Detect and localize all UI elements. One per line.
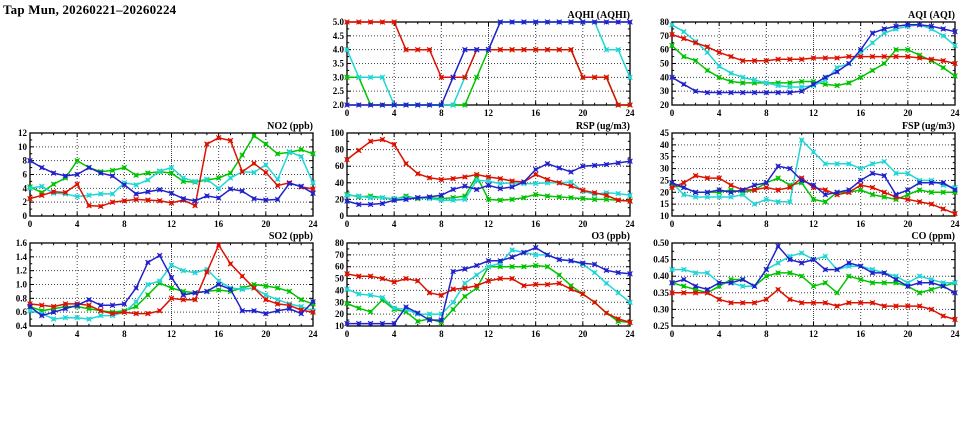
svg-text:24: 24 — [950, 108, 960, 118]
svg-text:16: 16 — [856, 329, 866, 339]
svg-text:6: 6 — [22, 169, 27, 180]
svg-text:30: 30 — [660, 163, 669, 174]
chart-title: FSP (ug/m3) — [901, 121, 955, 132]
svg-text:100: 100 — [330, 128, 344, 138]
chart-title: NO2 (ppb) — [267, 121, 313, 132]
svg-text:2.0: 2.0 — [332, 100, 344, 110]
series-cyan-markers — [670, 138, 958, 207]
svg-text:24: 24 — [308, 329, 318, 339]
svg-text:0: 0 — [27, 219, 33, 229]
svg-text:4: 4 — [22, 183, 27, 194]
axis-labels — [16, 238, 318, 339]
svg-text:4.5: 4.5 — [332, 30, 344, 41]
svg-text:0.45: 0.45 — [653, 254, 669, 265]
svg-text:80: 80 — [335, 144, 344, 155]
svg-text:20: 20 — [903, 329, 913, 339]
page-title: Tap Mun, 20260221–20260224 — [3, 2, 177, 17]
svg-text:8: 8 — [439, 219, 444, 229]
svg-text:0: 0 — [27, 329, 33, 339]
svg-text:0.25: 0.25 — [653, 321, 669, 331]
svg-text:20: 20 — [660, 100, 669, 110]
svg-text:16: 16 — [214, 219, 224, 229]
svg-text:24: 24 — [625, 329, 635, 339]
gridlines — [347, 243, 630, 326]
svg-text:8: 8 — [764, 219, 769, 229]
svg-text:0: 0 — [344, 108, 350, 118]
chart-rsp — [317, 119, 642, 232]
svg-text:1.6: 1.6 — [15, 238, 27, 248]
chart-title: RSP (ug/m3) — [575, 121, 630, 132]
chart-so2 — [0, 229, 325, 342]
chart-no2 — [0, 119, 325, 232]
svg-text:60: 60 — [335, 261, 344, 272]
svg-text:40: 40 — [335, 285, 344, 296]
svg-text:0.4: 0.4 — [15, 321, 27, 331]
svg-text:4: 4 — [391, 108, 397, 118]
svg-text:8: 8 — [439, 108, 444, 118]
svg-text:15: 15 — [660, 199, 669, 210]
svg-text:8: 8 — [22, 155, 27, 166]
chart-aqi — [642, 8, 967, 121]
svg-text:0.8: 0.8 — [15, 293, 27, 304]
svg-text:12: 12 — [484, 219, 493, 229]
svg-text:60: 60 — [335, 161, 344, 172]
svg-text:20: 20 — [903, 108, 913, 118]
chart-title: AQI (AQI) — [908, 10, 955, 21]
gridlines — [30, 243, 313, 326]
svg-text:0.50: 0.50 — [653, 238, 669, 248]
svg-text:16: 16 — [531, 219, 541, 229]
svg-text:24: 24 — [625, 108, 635, 118]
axis-labels — [653, 238, 960, 339]
svg-text:12: 12 — [484, 108, 493, 118]
chart-title: SO2 (ppb) — [268, 231, 313, 242]
chart-title: AQHI (AQHI) — [567, 10, 630, 21]
svg-text:8: 8 — [439, 329, 444, 339]
svg-text:0: 0 — [669, 329, 675, 339]
chart-co — [642, 229, 967, 342]
svg-text:40: 40 — [660, 72, 669, 83]
svg-text:40: 40 — [660, 139, 669, 150]
svg-text:0: 0 — [22, 211, 27, 221]
svg-text:20: 20 — [903, 219, 913, 229]
svg-text:50: 50 — [335, 273, 344, 284]
svg-text:0: 0 — [339, 211, 344, 221]
chart-fsp — [642, 119, 967, 232]
o3-ppb--plot — [317, 229, 642, 342]
svg-text:4: 4 — [716, 108, 722, 118]
svg-text:10: 10 — [18, 141, 27, 152]
svg-text:1.0: 1.0 — [15, 279, 27, 290]
svg-text:80: 80 — [660, 17, 669, 27]
svg-text:40: 40 — [335, 177, 344, 188]
chart-title: CO (ppm) — [911, 231, 955, 242]
svg-text:8: 8 — [764, 329, 769, 339]
svg-text:4: 4 — [74, 329, 80, 339]
svg-text:4: 4 — [391, 329, 397, 339]
svg-text:20: 20 — [261, 329, 271, 339]
aqhi-aqhi--plot — [317, 8, 642, 121]
svg-text:16: 16 — [856, 108, 866, 118]
no2-ppb--plot — [0, 119, 325, 232]
co-ppm--plot — [642, 229, 967, 342]
svg-text:20: 20 — [578, 108, 588, 118]
gridlines — [347, 133, 630, 216]
series-red — [345, 271, 633, 324]
rsp-ug-m3--plot — [317, 119, 642, 232]
svg-text:1.4: 1.4 — [15, 251, 27, 262]
svg-text:2: 2 — [22, 197, 27, 208]
svg-text:0.30: 0.30 — [653, 304, 669, 315]
svg-text:0: 0 — [669, 219, 675, 229]
svg-text:10: 10 — [660, 211, 669, 221]
aqi-aqi--plot — [642, 8, 967, 121]
svg-text:4: 4 — [716, 329, 722, 339]
svg-text:70: 70 — [335, 249, 344, 260]
svg-text:16: 16 — [531, 108, 541, 118]
axis-labels — [331, 128, 636, 229]
svg-text:24: 24 — [308, 219, 318, 229]
svg-text:45: 45 — [660, 128, 669, 138]
gridlines — [672, 133, 955, 216]
series-cyan — [670, 138, 958, 207]
svg-text:16: 16 — [856, 219, 866, 229]
chart-title: O3 (ppb) — [591, 231, 630, 242]
svg-text:3.0: 3.0 — [332, 72, 344, 83]
svg-text:25: 25 — [660, 175, 669, 186]
svg-text:2.5: 2.5 — [332, 86, 344, 97]
svg-text:0.35: 0.35 — [653, 287, 669, 298]
svg-text:10: 10 — [335, 321, 344, 331]
svg-text:12: 12 — [809, 219, 818, 229]
chart-o3 — [317, 229, 642, 342]
svg-text:35: 35 — [660, 151, 669, 162]
svg-text:24: 24 — [950, 329, 960, 339]
svg-text:30: 30 — [335, 297, 344, 308]
svg-text:20: 20 — [578, 329, 588, 339]
svg-text:12: 12 — [809, 329, 818, 339]
svg-text:0: 0 — [344, 329, 350, 339]
svg-text:5.0: 5.0 — [332, 17, 344, 27]
svg-text:16: 16 — [214, 329, 224, 339]
svg-text:20: 20 — [335, 309, 344, 320]
svg-text:8: 8 — [764, 108, 769, 118]
chart-aqhi — [317, 8, 642, 121]
svg-text:4.0: 4.0 — [332, 44, 344, 55]
svg-text:12: 12 — [484, 329, 493, 339]
fsp-ug-m3--plot — [642, 119, 967, 232]
svg-text:20: 20 — [660, 187, 669, 198]
svg-text:20: 20 — [578, 219, 588, 229]
svg-text:4: 4 — [391, 219, 397, 229]
svg-text:12: 12 — [167, 329, 176, 339]
svg-text:4: 4 — [716, 219, 722, 229]
svg-text:3.5: 3.5 — [332, 58, 344, 69]
svg-text:12: 12 — [167, 219, 176, 229]
svg-text:12: 12 — [809, 108, 818, 118]
svg-text:8: 8 — [122, 219, 127, 229]
svg-text:80: 80 — [335, 238, 344, 248]
svg-text:20: 20 — [261, 219, 271, 229]
svg-text:0.6: 0.6 — [15, 307, 27, 318]
svg-text:0: 0 — [344, 219, 350, 229]
svg-text:4: 4 — [74, 219, 80, 229]
svg-text:24: 24 — [625, 219, 635, 229]
svg-text:70: 70 — [660, 30, 669, 41]
svg-text:0.40: 0.40 — [653, 271, 669, 282]
svg-text:24: 24 — [950, 219, 960, 229]
axis-labels — [333, 17, 635, 118]
svg-text:60: 60 — [660, 44, 669, 55]
svg-text:16: 16 — [531, 329, 541, 339]
svg-text:8: 8 — [122, 329, 127, 339]
svg-text:1.2: 1.2 — [15, 265, 27, 276]
svg-text:12: 12 — [18, 128, 27, 138]
svg-text:0: 0 — [669, 108, 675, 118]
so2-ppb--plot — [0, 229, 325, 342]
svg-text:50: 50 — [660, 58, 669, 69]
svg-text:30: 30 — [660, 86, 669, 97]
svg-text:20: 20 — [335, 194, 344, 205]
